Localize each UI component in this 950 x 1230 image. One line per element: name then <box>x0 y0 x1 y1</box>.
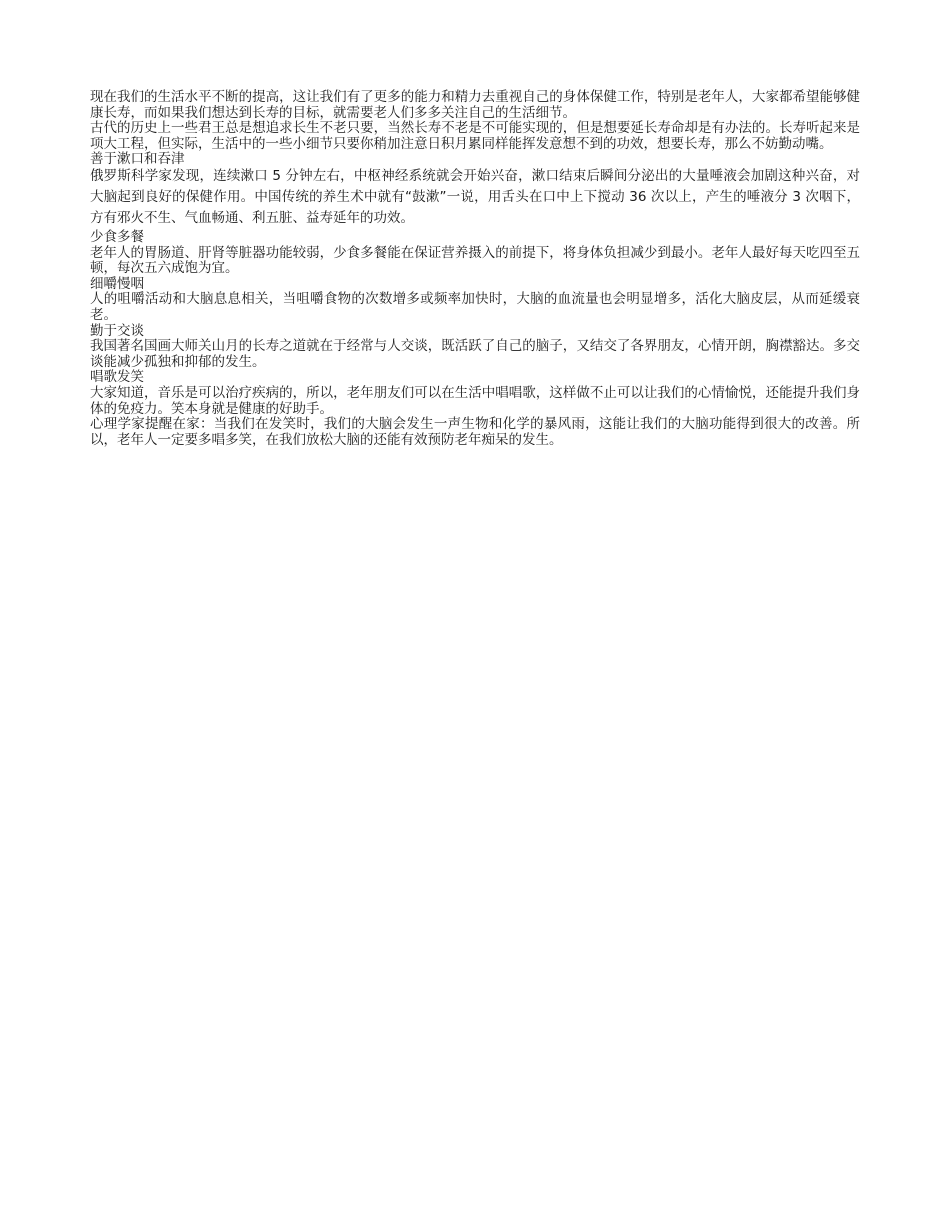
section-paragraph-sing-laugh-1: 大家知道，音乐是可以治疗疾病的，所以，老年朋友们可以在生活中唱唱歌，这样做不止可以让我们的心情愉悦，还能提升我们身体的免疫力。笑本身就是健康的好助手。 <box>90 384 860 417</box>
section-paragraph-chew-slowly: 人的咀嚼活动和大脑息息相关，当咀嚼食物的次数增多或频率加快时，大脑的血流量也会明显增多，活化大脑皮层，从而延缓衰老。 <box>90 291 860 323</box>
intro-paragraph-1: 现在我们的生活水平不断的提高，这让我们有了更多的能力和精力去重视自己的身体保健工作，特别是老年人，大家都希望能够健康长寿，而如果我们想达到长寿的目标，就需要老人们多多关注自己的生活细节。 <box>90 89 860 121</box>
section-paragraph-gargle: 俄罗斯科学家发现，连续漱口 5 分钟左右，中枢神经系统就会开始兴奋，漱口结束后瞬间分泌出的大量唾液会加剧这种兴奋，对大脑起到良好的保健作用。中国传统的养生术中就有“鼓漱”一说，用舌头在口中上下搅动 36 次以上，产生的唾液分 3 次咽下，方有邪火不生、气血畅通、利五脏、益寿延年的功效。 <box>90 167 860 226</box>
section-paragraph-sing-laugh-2: 心理学家提醒在家：当我们在发笑时，我们的大脑会发生一声生物和化学的暴风雨，这能让我们的大脑功能得到很大的改善。所以，老年人一定要多唱多笑，在我们放松大脑的还能有效预防老年痴呆的发生。 <box>90 416 860 448</box>
document-page <box>90 90 860 448</box>
section-heading-sing-laugh: 唱歌发笑 <box>90 369 144 386</box>
section-heading-small-meals: 少食多餐 <box>90 228 144 245</box>
section-heading-gargle: 善于漱口和吞津 <box>90 151 185 168</box>
section-paragraph-conversation: 我国著名国画大师关山月的长寿之道就在于经常与人交谈，既活跃了自己的脑子，又结交了各界朋友，心情开朗，胸襟豁达。多交谈能减少孤独和抑郁的发生。 <box>90 338 860 370</box>
section-paragraph-small-meals: 老年人的胃肠道、肝肾等脏器功能较弱，少食多餐能在保证营养摄入的前提下，将身体负担减少到最小。老年人最好每天吃四至五顿，每次五六成饱为宜。 <box>90 244 860 277</box>
section-heading-chew-slowly: 细嚼慢咽 <box>90 275 144 292</box>
section-heading-conversation: 勤于交谈 <box>90 322 144 339</box>
intro-paragraph-2: 古代的历史上一些君王总是想追求长生不老只要，当然长寿不老是不可能实现的，但是想要延长寿命却是有办法的。长寿听起来是项大工程，但实际，生活中的一些小细节只要你稍加注意日积月累同样能挥发意想不到的功效，想要长寿，那么不妨勤动嘴。 <box>90 120 860 152</box>
